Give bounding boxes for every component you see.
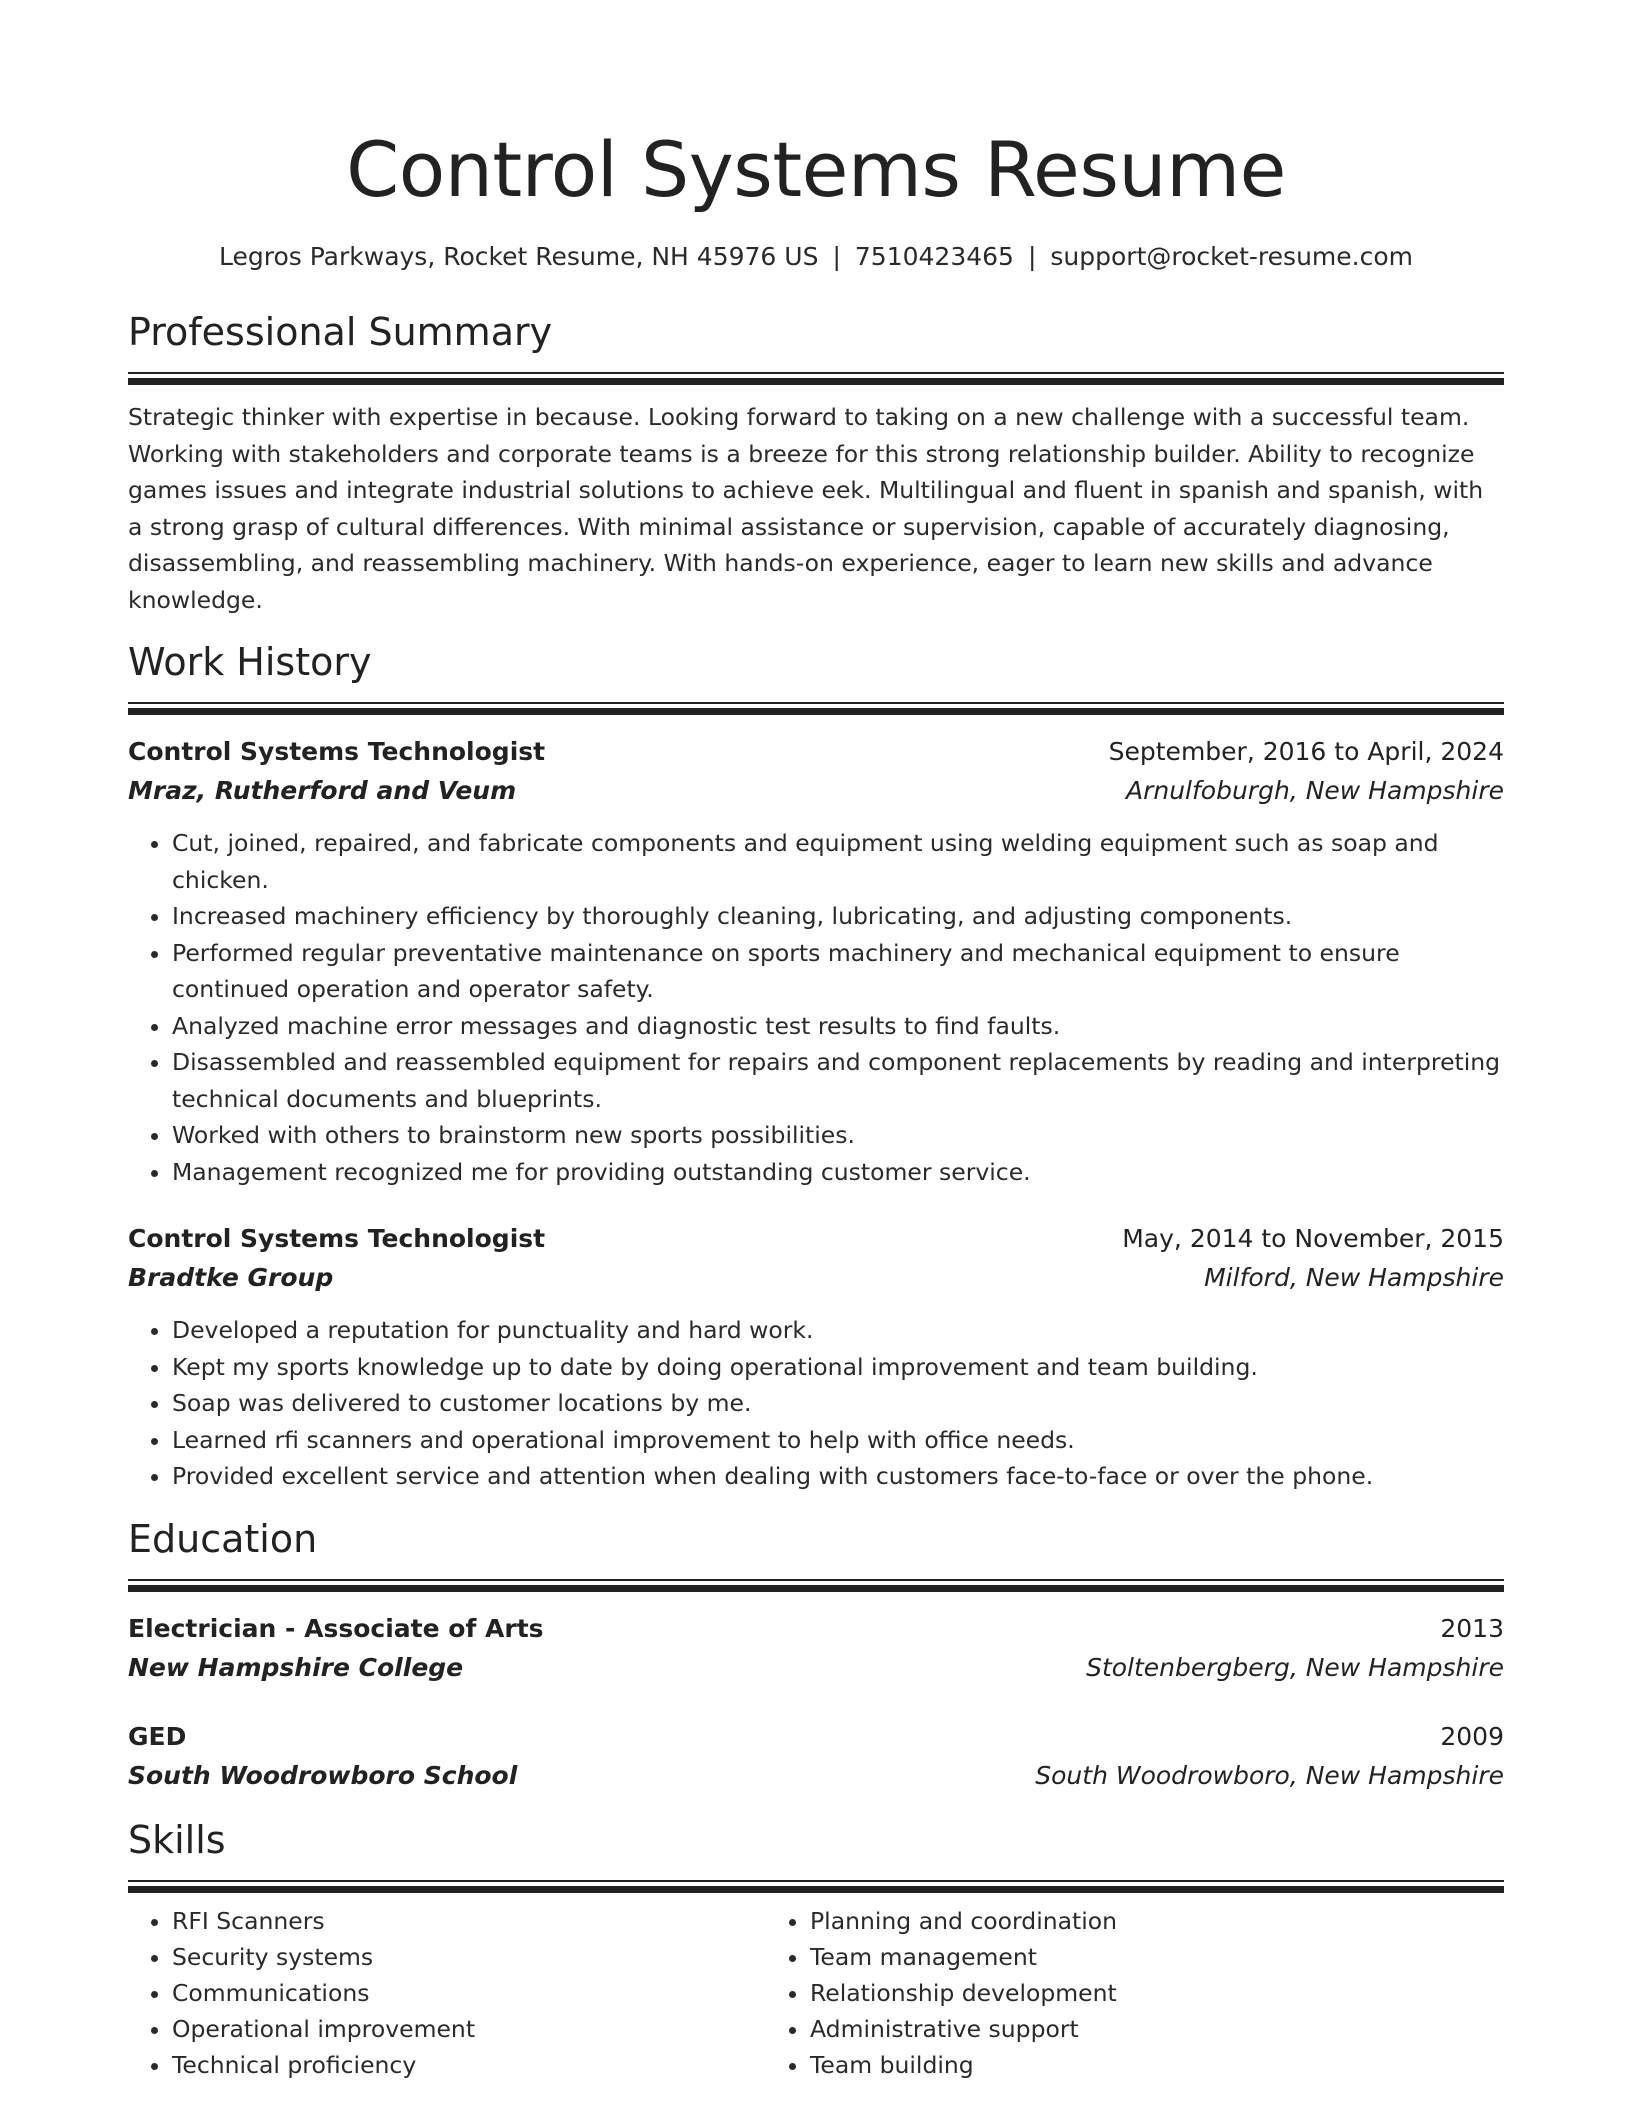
education-header-row — [128, 1610, 1504, 1648]
section-divider — [128, 702, 1504, 715]
job-company-row — [128, 771, 1504, 811]
list-item: • RFI Scanners — [172, 1903, 762, 1939]
list-item: • Increased machinery efficiency by thoroughly cleaning, lubricating, and adjusting components. — [172, 898, 1504, 935]
summary-text: Strategic thinker with expertise in because. Looking forward to taking on a new challenge with a successful team. Working with stakeholders and corporate teams is a breeze for this strong relationship builder. Ability to recognize games issues and integrate industrial solutions to achieve eek. Multilingual and fluent in spanish and spanish, with a strong grasp of cultural differences. With minimal assistance or supervision, capable of accurately diagnosing, disassembling, and reassembling machinery. With hands-on experience, eager to learn new skills and advance knowledge. — [128, 403, 1484, 614]
list-item: • Analyzed machine error messages and diagnostic test results to find faults. — [172, 1008, 1504, 1045]
skills-list-right — [762, 1903, 1396, 2083]
list-item: • Management recognized me for providing outstanding customer service. — [172, 1154, 1504, 1191]
education-degree: Electrician - Associate of Arts — [128, 1613, 544, 1643]
education-degree: GED — [128, 1721, 187, 1751]
contact-address: Legros Parkways, Rocket Resume, NH 45976 US — [218, 242, 819, 271]
contact-separator: | — [832, 242, 841, 271]
work-history-section — [128, 638, 1504, 1495]
education-header-row — [128, 1718, 1504, 1756]
job-entry — [128, 733, 1504, 1190]
contact-phone: 7510423465 — [854, 242, 1014, 271]
job-location: Arnulfoburgh, New Hampshire — [1125, 776, 1504, 805]
list-item: • Soap was delivered to customer locations by me. — [172, 1385, 1504, 1422]
education-location: Stoltenbergberg, New Hampshire — [1086, 1652, 1504, 1682]
list-item: • Disassembled and reassembled equipment for repairs and component replacements by reading and interpreting technical documents and blueprints. — [172, 1044, 1504, 1117]
skills-list-left — [128, 1903, 762, 2083]
education-year: 2009 — [1440, 1721, 1504, 1751]
job-company-row — [128, 1258, 1504, 1298]
education-section — [128, 1515, 1504, 1796]
list-item: • Developed a reputation for punctuality and hard work. — [172, 1312, 1504, 1349]
resume-page — [128, 0, 1504, 2083]
list-item: • Operational improvement — [172, 2011, 762, 2047]
contact-separator: | — [1027, 242, 1037, 271]
education-entry — [128, 1718, 1504, 1796]
education-heading: Education — [128, 1516, 318, 1561]
section-divider — [128, 372, 1504, 385]
skills-heading: Skills — [128, 1817, 226, 1862]
education-school-row — [128, 1756, 1504, 1796]
job-title: Control Systems Technologist — [128, 737, 546, 766]
list-item: • Provided excellent service and attention when dealing with customers face-to-face or over the phone. — [172, 1458, 1504, 1495]
education-entry — [128, 1610, 1504, 1688]
list-item: • Administrative support — [810, 2011, 1396, 2047]
list-item: • Performed regular preventative maintenance on sports machinery and mechanical equipment to ensure continued operation and operator safety. — [172, 935, 1504, 1008]
list-item: • Team building — [810, 2047, 1396, 2083]
job-company: Mraz, Rutherford and Veum — [128, 776, 517, 805]
job-location: Milford, New Hampshire — [1204, 1263, 1504, 1292]
job-title: Control Systems Technologist — [128, 1224, 546, 1253]
list-item: • Team management — [810, 1939, 1396, 1975]
list-item: • Worked with others to brainstorm new sports possibilities. — [172, 1117, 1504, 1154]
job-dates: September, 2016 to April, 2024 — [1108, 737, 1504, 766]
job-header-row — [128, 733, 1504, 771]
job-duties-list — [128, 1312, 1504, 1495]
job-header-row — [128, 1220, 1504, 1258]
job-dates: May, 2014 to November, 2015 — [1122, 1224, 1504, 1253]
list-item: • Kept my sports knowledge up to date by doing operational improvement and team building. — [172, 1349, 1504, 1386]
summary-heading: Professional Summary — [128, 310, 553, 354]
summary-section — [128, 308, 1504, 618]
contact-line — [128, 240, 1504, 274]
education-year: 2013 — [1440, 1613, 1504, 1643]
list-item: • Communications — [172, 1975, 762, 2011]
education-school-row — [128, 1648, 1504, 1688]
job-company: Bradtke Group — [128, 1263, 334, 1292]
education-location: South Woodrowboro, New Hampshire — [1035, 1760, 1504, 1790]
skills-columns — [128, 1903, 1504, 2083]
work-history-heading: Work History — [128, 640, 372, 684]
section-divider — [128, 1880, 1504, 1893]
resume-title: Control Systems Resume — [346, 125, 1286, 214]
list-item: • Planning and coordination — [810, 1903, 1396, 1939]
job-entry — [128, 1220, 1504, 1495]
skills-section — [128, 1816, 1504, 2083]
list-item: • Cut, joined, repaired, and fabricate components and equipment using welding equipment such as soap and chicken. — [172, 825, 1504, 898]
section-divider — [128, 1579, 1504, 1592]
education-school: New Hampshire College — [128, 1652, 464, 1682]
list-item: • Relationship development — [810, 1975, 1396, 2011]
list-item: • Security systems — [172, 1939, 762, 1975]
contact-email: support@rocket-resume.com — [1050, 242, 1413, 271]
education-school: South Woodrowboro School — [128, 1760, 518, 1790]
list-item: • Learned rfi scanners and operational improvement to help with office needs. — [172, 1422, 1504, 1459]
job-duties-list — [128, 825, 1504, 1190]
list-item: • Technical proficiency — [172, 2047, 762, 2083]
